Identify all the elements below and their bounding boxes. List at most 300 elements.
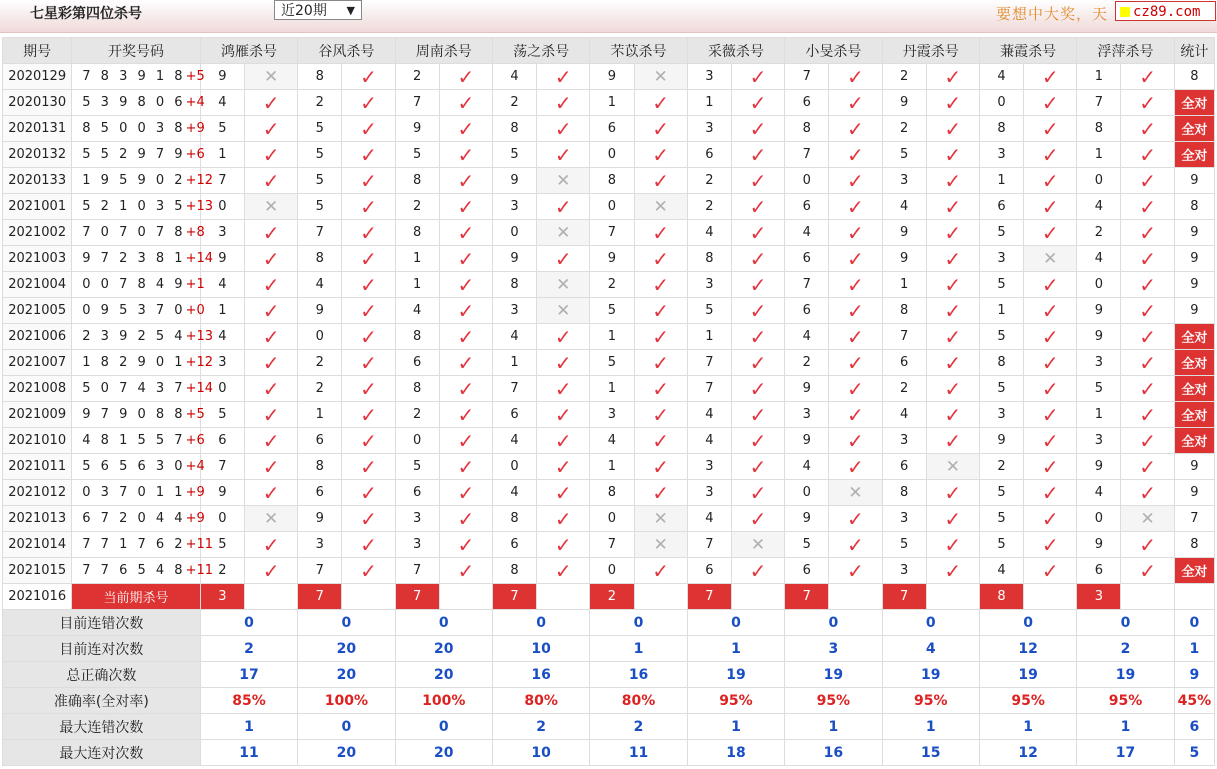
kill-number-cell: 0 bbox=[979, 90, 1023, 116]
summary-value: 19 bbox=[882, 662, 979, 688]
summary-value: 1 bbox=[590, 636, 687, 662]
period-cell: 2021007 bbox=[3, 350, 72, 376]
period-cell: 2021013 bbox=[3, 506, 72, 532]
check-icon bbox=[537, 64, 590, 90]
dropdown-arrow-icon: ▼ bbox=[346, 4, 355, 17]
kill-number-cell: 4 bbox=[492, 324, 536, 350]
kill-number-cell: 9 bbox=[200, 480, 244, 506]
kill-number-cell: 8 bbox=[979, 350, 1023, 376]
kill-number-cell: 3 bbox=[979, 246, 1023, 272]
current-kill-label: 当前期杀号 bbox=[72, 584, 201, 610]
check-icon bbox=[926, 506, 979, 532]
table-row bbox=[3, 506, 1215, 532]
kill-number-cell: 0 bbox=[590, 558, 634, 584]
summary-value: 95% bbox=[785, 688, 882, 714]
kill-number-cell: 4 bbox=[687, 220, 731, 246]
draw-bonus: +9 bbox=[185, 511, 205, 526]
draw-digits: 7 0 7 0 7 8 bbox=[82, 225, 186, 240]
stat-cell: 7 bbox=[1174, 506, 1214, 532]
draw-digits: 7 7 6 5 4 8 bbox=[82, 563, 186, 578]
summary-value: 2 bbox=[1077, 636, 1174, 662]
current-period-cell: 2021016 bbox=[3, 584, 72, 610]
current-kill-number: 7 bbox=[882, 584, 926, 610]
brand-square-icon bbox=[1120, 7, 1130, 17]
check-icon bbox=[439, 116, 492, 142]
stat-cell: 9 bbox=[1174, 246, 1214, 272]
kill-number-cell: 4 bbox=[1077, 194, 1121, 220]
cross-icon bbox=[634, 506, 687, 532]
col-header-killer: 谷风杀号 bbox=[298, 38, 395, 64]
kill-number-cell: 0 bbox=[1077, 168, 1121, 194]
kill-number-cell: 3 bbox=[687, 480, 731, 506]
draw-bonus: +6 bbox=[185, 147, 205, 162]
kill-number-cell: 9 bbox=[785, 506, 829, 532]
table-row bbox=[3, 532, 1215, 558]
check-icon bbox=[731, 142, 784, 168]
kill-number-cell: 2 bbox=[979, 454, 1023, 480]
check-icon bbox=[342, 454, 395, 480]
check-icon bbox=[537, 428, 590, 454]
kill-number-cell: 0 bbox=[785, 168, 829, 194]
kill-number-cell: 0 bbox=[298, 324, 342, 350]
check-icon bbox=[634, 246, 687, 272]
period-cell: 2021015 bbox=[3, 558, 72, 584]
check-icon bbox=[439, 142, 492, 168]
check-icon bbox=[439, 194, 492, 220]
draw-digits: 9 7 2 3 8 1 bbox=[82, 251, 186, 266]
kill-number-cell: 4 bbox=[785, 220, 829, 246]
check-icon bbox=[342, 246, 395, 272]
cross-icon bbox=[537, 298, 590, 324]
current-period-row bbox=[3, 584, 1215, 610]
summary-value: 2 bbox=[590, 714, 687, 740]
col-header-draw: 开奖号码 bbox=[72, 38, 201, 64]
kill-number-cell: 4 bbox=[200, 272, 244, 298]
check-icon bbox=[342, 402, 395, 428]
check-icon bbox=[342, 350, 395, 376]
table-row bbox=[3, 194, 1215, 220]
draw-digits: 5 5 2 9 7 9 bbox=[82, 147, 186, 162]
check-icon bbox=[829, 298, 882, 324]
check-icon bbox=[1024, 428, 1077, 454]
table-row bbox=[3, 376, 1215, 402]
check-icon bbox=[1121, 168, 1174, 194]
check-icon bbox=[1024, 298, 1077, 324]
check-icon bbox=[634, 558, 687, 584]
check-icon bbox=[829, 220, 882, 246]
kill-number-cell: 7 bbox=[882, 324, 926, 350]
draw-digits: 2 3 9 2 5 4 bbox=[82, 329, 186, 344]
check-icon bbox=[537, 324, 590, 350]
kill-number-cell: 6 bbox=[882, 454, 926, 480]
summary-value: 4 bbox=[882, 636, 979, 662]
cross-icon bbox=[634, 532, 687, 558]
kill-number-cell: 3 bbox=[882, 168, 926, 194]
kill-number-cell: 3 bbox=[687, 454, 731, 480]
draw-digits: 4 8 1 5 5 7 bbox=[82, 433, 186, 448]
kill-number-cell: 1 bbox=[979, 298, 1023, 324]
kill-number-cell: 6 bbox=[1077, 558, 1121, 584]
check-icon bbox=[1024, 324, 1077, 350]
draw-cell bbox=[72, 194, 214, 220]
check-icon bbox=[537, 376, 590, 402]
stat-cell: 9 bbox=[1174, 298, 1214, 324]
check-icon bbox=[1121, 64, 1174, 90]
check-icon bbox=[926, 142, 979, 168]
kill-number-cell: 2 bbox=[882, 116, 926, 142]
summary-value: 2 bbox=[492, 714, 589, 740]
summary-value: 2 bbox=[200, 636, 297, 662]
cross-icon bbox=[537, 272, 590, 298]
kill-number-cell: 2 bbox=[200, 558, 244, 584]
check-icon bbox=[244, 298, 297, 324]
period-cell: 2021003 bbox=[3, 246, 72, 272]
check-icon bbox=[537, 246, 590, 272]
check-icon bbox=[439, 532, 492, 558]
kill-number-cell: 5 bbox=[395, 142, 439, 168]
check-icon bbox=[244, 142, 297, 168]
empty-cell bbox=[244, 584, 297, 610]
draw-cell bbox=[72, 168, 214, 194]
kill-number-cell: 2 bbox=[687, 194, 731, 220]
empty-cell bbox=[1121, 584, 1174, 610]
all-right-badge: 全对 bbox=[1174, 350, 1214, 376]
kill-number-cell: 1 bbox=[1077, 142, 1121, 168]
summary-value: 12 bbox=[979, 740, 1076, 766]
kill-number-cell: 7 bbox=[1077, 90, 1121, 116]
kill-number-cell: 6 bbox=[492, 402, 536, 428]
check-icon bbox=[829, 324, 882, 350]
check-icon bbox=[1024, 454, 1077, 480]
check-icon bbox=[1121, 558, 1174, 584]
check-icon bbox=[439, 64, 492, 90]
kill-number-cell: 5 bbox=[979, 532, 1023, 558]
summary-value: 0 bbox=[200, 610, 297, 636]
summary-value: 100% bbox=[395, 688, 492, 714]
summary-value: 20 bbox=[298, 740, 395, 766]
draw-digits: 5 0 7 4 3 7 bbox=[82, 381, 186, 396]
kill-number-cell: 8 bbox=[298, 454, 342, 480]
col-header-killer: 芣苡杀号 bbox=[590, 38, 687, 64]
kill-number-cell: 3 bbox=[1077, 428, 1121, 454]
check-icon bbox=[1121, 454, 1174, 480]
kill-number-cell: 0 bbox=[1077, 272, 1121, 298]
summary-row bbox=[3, 688, 1215, 714]
kill-number-cell: 1 bbox=[590, 324, 634, 350]
kill-number-cell: 0 bbox=[200, 506, 244, 532]
check-icon bbox=[342, 194, 395, 220]
check-icon bbox=[1024, 168, 1077, 194]
kill-number-cell: 7 bbox=[492, 376, 536, 402]
brand-text: cz89.com bbox=[1133, 4, 1201, 20]
check-icon bbox=[439, 168, 492, 194]
kill-number-cell: 8 bbox=[395, 376, 439, 402]
kill-number-cell: 7 bbox=[298, 220, 342, 246]
brand-link[interactable] bbox=[1115, 1, 1216, 21]
summary-value: 100% bbox=[298, 688, 395, 714]
check-icon bbox=[829, 506, 882, 532]
check-icon bbox=[926, 532, 979, 558]
check-icon bbox=[634, 168, 687, 194]
col-header-killer: 荡之杀号 bbox=[492, 38, 589, 64]
kill-number-cell: 5 bbox=[395, 454, 439, 480]
table-body bbox=[3, 38, 1215, 766]
check-icon bbox=[342, 428, 395, 454]
check-icon bbox=[731, 298, 784, 324]
period-cell: 2020133 bbox=[3, 168, 72, 194]
check-icon bbox=[1121, 90, 1174, 116]
kill-number-cell: 8 bbox=[882, 480, 926, 506]
check-icon bbox=[1121, 194, 1174, 220]
summary-value: 0 bbox=[395, 714, 492, 740]
kill-number-cell: 9 bbox=[492, 246, 536, 272]
check-icon bbox=[731, 246, 784, 272]
current-kill-number: 7 bbox=[492, 584, 536, 610]
check-icon bbox=[731, 272, 784, 298]
check-icon bbox=[731, 558, 784, 584]
kill-number-cell: 3 bbox=[200, 220, 244, 246]
kill-number-cell: 1 bbox=[590, 90, 634, 116]
kill-number-cell: 7 bbox=[590, 220, 634, 246]
summary-value: 20 bbox=[298, 636, 395, 662]
check-icon bbox=[342, 168, 395, 194]
check-icon bbox=[926, 558, 979, 584]
period-range-select[interactable] bbox=[274, 0, 362, 20]
kill-number-cell: 4 bbox=[298, 272, 342, 298]
summary-value: 20 bbox=[395, 740, 492, 766]
summary-value: 0 bbox=[687, 610, 784, 636]
summary-value: 45% bbox=[1174, 688, 1214, 714]
kill-number-cell: 0 bbox=[395, 428, 439, 454]
table-row bbox=[3, 558, 1215, 584]
kill-number-cell: 4 bbox=[1077, 480, 1121, 506]
check-icon bbox=[439, 402, 492, 428]
table-row bbox=[3, 168, 1215, 194]
kill-number-cell: 5 bbox=[979, 480, 1023, 506]
kill-number-cell: 3 bbox=[785, 402, 829, 428]
all-right-badge: 全对 bbox=[1174, 90, 1214, 116]
draw-cell bbox=[72, 246, 214, 272]
current-kill-number: 7 bbox=[395, 584, 439, 610]
summary-row bbox=[3, 740, 1215, 766]
check-icon bbox=[342, 116, 395, 142]
check-icon bbox=[926, 116, 979, 142]
summary-label: 最大连错次数 bbox=[3, 714, 201, 740]
check-icon bbox=[1024, 90, 1077, 116]
kill-number-cell: 1 bbox=[687, 90, 731, 116]
draw-digits: 0 3 7 0 1 1 bbox=[82, 485, 186, 500]
draw-digits: 1 9 5 9 0 2 bbox=[82, 173, 186, 188]
empty-cell bbox=[1174, 584, 1214, 610]
check-icon bbox=[537, 194, 590, 220]
kill-number-cell: 9 bbox=[882, 220, 926, 246]
kill-number-cell: 3 bbox=[687, 64, 731, 90]
check-icon bbox=[537, 454, 590, 480]
period-select-value: 近20期 bbox=[281, 3, 327, 19]
kill-number-cell: 1 bbox=[200, 298, 244, 324]
check-icon bbox=[829, 376, 882, 402]
check-icon bbox=[342, 90, 395, 116]
period-cell: 2020130 bbox=[3, 90, 72, 116]
draw-bonus: +14 bbox=[185, 381, 214, 396]
kill-number-cell: 0 bbox=[1077, 506, 1121, 532]
kill-number-cell: 6 bbox=[785, 194, 829, 220]
check-icon bbox=[439, 272, 492, 298]
draw-digits: 0 9 5 3 7 0 bbox=[82, 303, 186, 318]
kill-number-cell: 8 bbox=[395, 168, 439, 194]
summary-value: 9 bbox=[1174, 662, 1214, 688]
draw-cell bbox=[72, 142, 205, 168]
kill-number-cell: 5 bbox=[1077, 376, 1121, 402]
check-icon bbox=[829, 246, 882, 272]
kill-number-cell: 0 bbox=[785, 480, 829, 506]
summary-value: 0 bbox=[1174, 610, 1214, 636]
check-icon bbox=[829, 168, 882, 194]
current-kill-number: 3 bbox=[200, 584, 244, 610]
kill-number-cell: 2 bbox=[298, 350, 342, 376]
summary-value: 1 bbox=[1174, 636, 1214, 662]
check-icon bbox=[634, 480, 687, 506]
kill-number-cell: 9 bbox=[298, 298, 342, 324]
table-row bbox=[3, 64, 1215, 90]
current-kill-number: 7 bbox=[298, 584, 342, 610]
draw-bonus: +8 bbox=[185, 225, 205, 240]
draw-bonus: +5 bbox=[185, 69, 205, 84]
draw-digits: 5 6 5 6 3 0 bbox=[82, 459, 186, 474]
check-icon bbox=[1121, 220, 1174, 246]
check-icon bbox=[342, 272, 395, 298]
stat-cell: 9 bbox=[1174, 220, 1214, 246]
kill-number-cell: 4 bbox=[687, 506, 731, 532]
col-header-killer: 小旻杀号 bbox=[785, 38, 882, 64]
cross-icon bbox=[829, 480, 882, 506]
kill-number-cell: 4 bbox=[395, 298, 439, 324]
check-icon bbox=[244, 558, 297, 584]
check-icon bbox=[537, 350, 590, 376]
kill-number-cell: 4 bbox=[687, 428, 731, 454]
kill-number-cell: 2 bbox=[687, 168, 731, 194]
col-header-stat: 统计 bbox=[1174, 38, 1214, 64]
draw-bonus: +9 bbox=[185, 121, 205, 136]
table-row bbox=[3, 428, 1215, 454]
cross-icon bbox=[244, 506, 297, 532]
kill-number-cell: 7 bbox=[785, 142, 829, 168]
check-icon bbox=[1121, 532, 1174, 558]
check-icon bbox=[1121, 298, 1174, 324]
kill-number-cell: 9 bbox=[590, 246, 634, 272]
check-icon bbox=[829, 64, 882, 90]
summary-value: 0 bbox=[882, 610, 979, 636]
check-icon bbox=[439, 220, 492, 246]
summary-value: 1 bbox=[200, 714, 297, 740]
check-icon bbox=[926, 246, 979, 272]
period-cell: 2021004 bbox=[3, 272, 72, 298]
kill-number-cell: 4 bbox=[200, 324, 244, 350]
check-icon bbox=[1024, 142, 1077, 168]
draw-bonus: +4 bbox=[185, 459, 205, 474]
table-row bbox=[3, 402, 1215, 428]
check-icon bbox=[1024, 116, 1077, 142]
kill-number-cell: 8 bbox=[492, 116, 536, 142]
check-icon bbox=[1024, 480, 1077, 506]
kill-number-cell: 2 bbox=[492, 90, 536, 116]
empty-cell bbox=[342, 584, 395, 610]
kill-number-cell: 1 bbox=[395, 246, 439, 272]
draw-cell bbox=[72, 532, 214, 558]
check-icon bbox=[1024, 194, 1077, 220]
check-icon bbox=[1121, 402, 1174, 428]
kill-number-cell: 6 bbox=[785, 90, 829, 116]
draw-cell bbox=[72, 506, 205, 532]
check-icon bbox=[731, 90, 784, 116]
check-icon bbox=[829, 272, 882, 298]
period-cell: 2021012 bbox=[3, 480, 72, 506]
summary-value: 1 bbox=[882, 714, 979, 740]
check-icon bbox=[829, 194, 882, 220]
draw-cell bbox=[72, 428, 205, 454]
kill-number-cell: 6 bbox=[492, 532, 536, 558]
all-right-badge: 全对 bbox=[1174, 402, 1214, 428]
summary-label: 目前连错次数 bbox=[3, 610, 201, 636]
check-icon bbox=[926, 64, 979, 90]
summary-value: 0 bbox=[298, 610, 395, 636]
check-icon bbox=[1121, 350, 1174, 376]
kill-number-cell: 3 bbox=[395, 532, 439, 558]
kill-number-cell: 9 bbox=[492, 168, 536, 194]
summary-value: 16 bbox=[492, 662, 589, 688]
kill-number-cell: 9 bbox=[298, 506, 342, 532]
kill-number-cell: 3 bbox=[298, 532, 342, 558]
check-icon bbox=[829, 350, 882, 376]
summary-value: 17 bbox=[200, 662, 297, 688]
draw-cell bbox=[72, 376, 214, 402]
current-kill-number: 3 bbox=[1077, 584, 1121, 610]
kill-number-cell: 6 bbox=[687, 142, 731, 168]
check-icon bbox=[439, 454, 492, 480]
summary-value: 95% bbox=[687, 688, 784, 714]
summary-value: 19 bbox=[687, 662, 784, 688]
kill-number-cell: 3 bbox=[200, 350, 244, 376]
kill-number-cell: 3 bbox=[492, 194, 536, 220]
kill-number-cell: 9 bbox=[1077, 298, 1121, 324]
kill-number-cell: 6 bbox=[590, 116, 634, 142]
all-right-badge: 全对 bbox=[1174, 324, 1214, 350]
check-icon bbox=[1024, 272, 1077, 298]
kill-number-cell: 7 bbox=[687, 376, 731, 402]
kill-number-cell: 1 bbox=[882, 272, 926, 298]
kill-number-cell: 0 bbox=[590, 194, 634, 220]
kill-number-cell: 1 bbox=[1077, 402, 1121, 428]
check-icon bbox=[244, 246, 297, 272]
check-icon bbox=[926, 324, 979, 350]
table-row bbox=[3, 298, 1215, 324]
draw-bonus: +14 bbox=[185, 251, 214, 266]
all-right-badge: 全对 bbox=[1174, 116, 1214, 142]
kill-number-cell: 3 bbox=[590, 402, 634, 428]
kill-number-cell: 4 bbox=[590, 428, 634, 454]
period-cell: 2021014 bbox=[3, 532, 72, 558]
draw-cell bbox=[72, 350, 214, 376]
check-icon bbox=[1121, 142, 1174, 168]
check-icon bbox=[244, 402, 297, 428]
draw-cell bbox=[72, 454, 205, 480]
kill-number-cell: 2 bbox=[395, 64, 439, 90]
check-icon bbox=[342, 298, 395, 324]
col-header-killer: 浮萍杀号 bbox=[1077, 38, 1174, 64]
all-right-badge: 全对 bbox=[1174, 428, 1214, 454]
kill-number-cell: 8 bbox=[395, 220, 439, 246]
summary-row bbox=[3, 610, 1215, 636]
